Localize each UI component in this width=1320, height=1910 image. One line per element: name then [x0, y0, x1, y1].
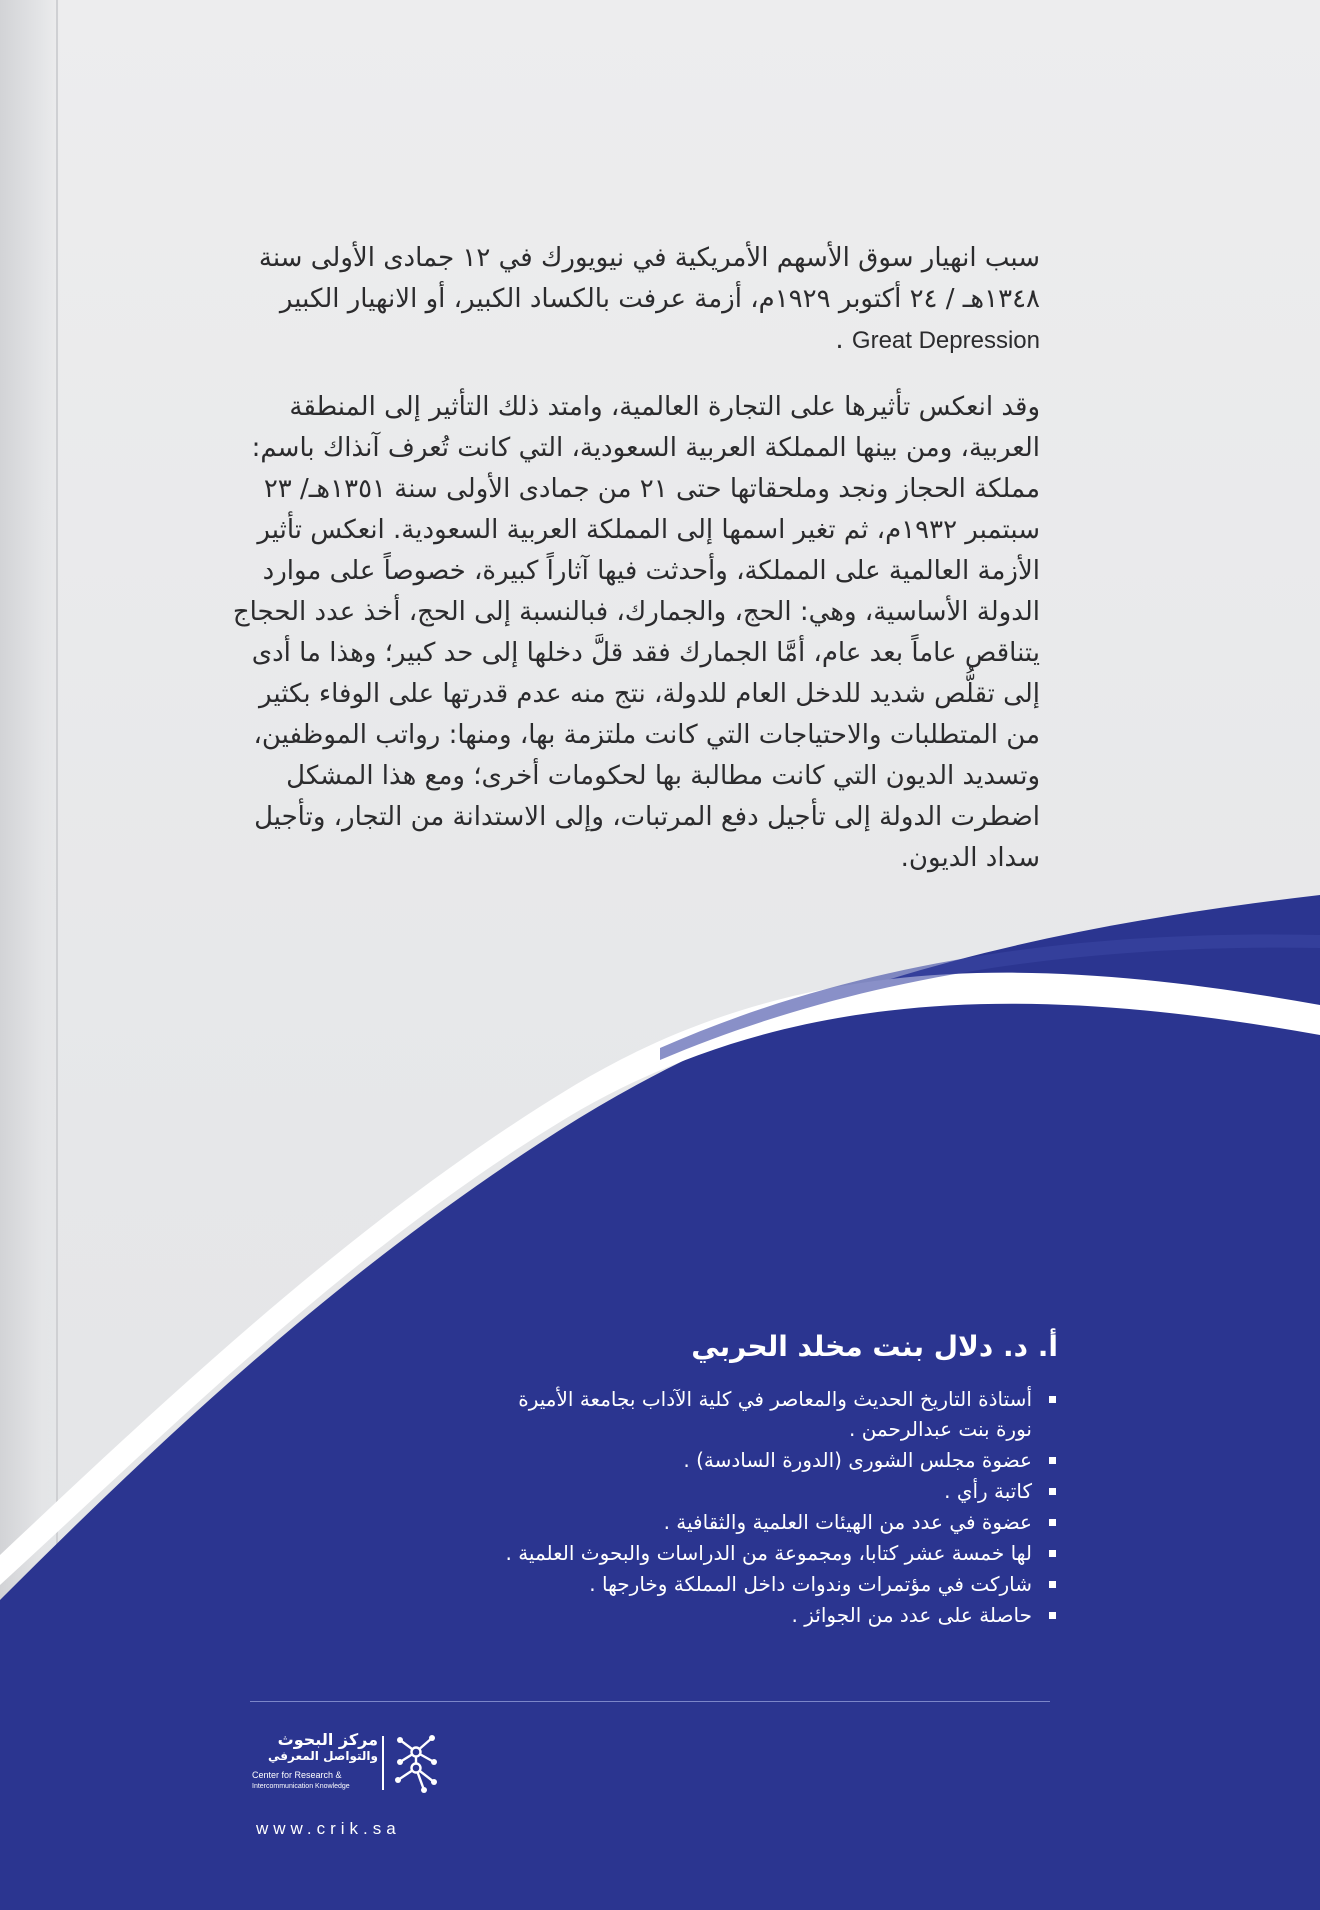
- logo-separator: [382, 1736, 384, 1790]
- publisher-url: www.crik.sa: [256, 1819, 401, 1838]
- publisher-name-english: Center for Research & Intercommunication Knowledge: [252, 1770, 350, 1790]
- bio-item: لها خمسة عشر كتابا، ومجموعة من الدراسات والبحوث العلمية .: [498, 1538, 1058, 1568]
- bio-item: حاصلة على عدد من الجوائز .: [498, 1600, 1058, 1630]
- bio-item: أستاذة التاريخ الحديث والمعاصر في كلية الآداب بجامعة الأميرة نورة بنت عبدالرحمن .: [498, 1384, 1058, 1444]
- author-name: أ. د. دلال بنت مخلد الحربي: [691, 1330, 1058, 1363]
- network-nodes-icon: [394, 1732, 440, 1794]
- publisher-name-arabic: مركز البحوث والتواصل المعرفي: [268, 1730, 378, 1763]
- bio-item: عضوة في عدد من الهيئات العلمية والثقافية .: [498, 1507, 1058, 1537]
- blurb-paragraph-2: وقد انعكس تأثيرها على التجارة العالمية، وامتد ذلك التأثير إلى المنطقة العربية، ومن بينها المملكة العربية السعودية، التي كانت تُعرف آنذاك باسم: مملكة الحجاز ونجد وملحقاتها حتى ٢١ من جمادى الأولى سنة ١٣٥١هـ/ ٢٣ سبتمبر ١٩٣٢م، ثم تغير اسمها إلى المملكة العربية السعودية. انعكس تأثير الأزمة العالمية على المملكة، وأحدثت فيها آثاراً كبيرة، خصوصاً على موارد الدولة الأساسية، وهي: الحج، والجمارك، فبالنسبة إلى الحج، أخذ عدد الحجاج يتناقص عاماً بعد عام، أمَّا الجمارك فقد قلَّ دخلها إلى حد كبير؛ وهذا ما أدى إلى تقلُّص شديد للدخل العام للدولة، نتج منه عدم قدرتها على الوفاء بكثير من المتطلبات والاحتياجات التي كانت ملتزمة بها، ومنها: رواتب الموظفين، وتسديد الديون التي كانت مطالبة بها لحكومات أخرى؛ ومع هذا المشكل اضطرت الدولة إلى تأجيل دفع المرتبات، وإلى الاستدانة من التجار، وتأجيل سداد الديون.: [232, 392, 1040, 873]
- english-term: Great Depression: [851, 327, 1040, 354]
- bio-item: كاتبة رأي .: [498, 1476, 1058, 1506]
- blurb-text: [230, 238, 1040, 905]
- bio-item: شاركت في مؤتمرات وندوات داخل المملكة وخارجها .: [498, 1569, 1058, 1599]
- divider-line: [250, 1701, 1050, 1702]
- blurb-paragraph-1: سبب انهيار سوق الأسهم الأمريكية في نيويورك في ١٢ جمادى الأولى سنة ١٣٤٨هـ / ٢٤ أكتوبر ١٩٢٩م، أزمة عرفت بالكساد الكبير، أو الانهيار الكبير Great Depression .: [258, 243, 1040, 355]
- bio-item: عضوة مجلس الشورى (الدورة السادسة) .: [498, 1445, 1058, 1475]
- author-bio-list: [498, 1384, 1058, 1631]
- publisher-logo: [252, 1730, 442, 1800]
